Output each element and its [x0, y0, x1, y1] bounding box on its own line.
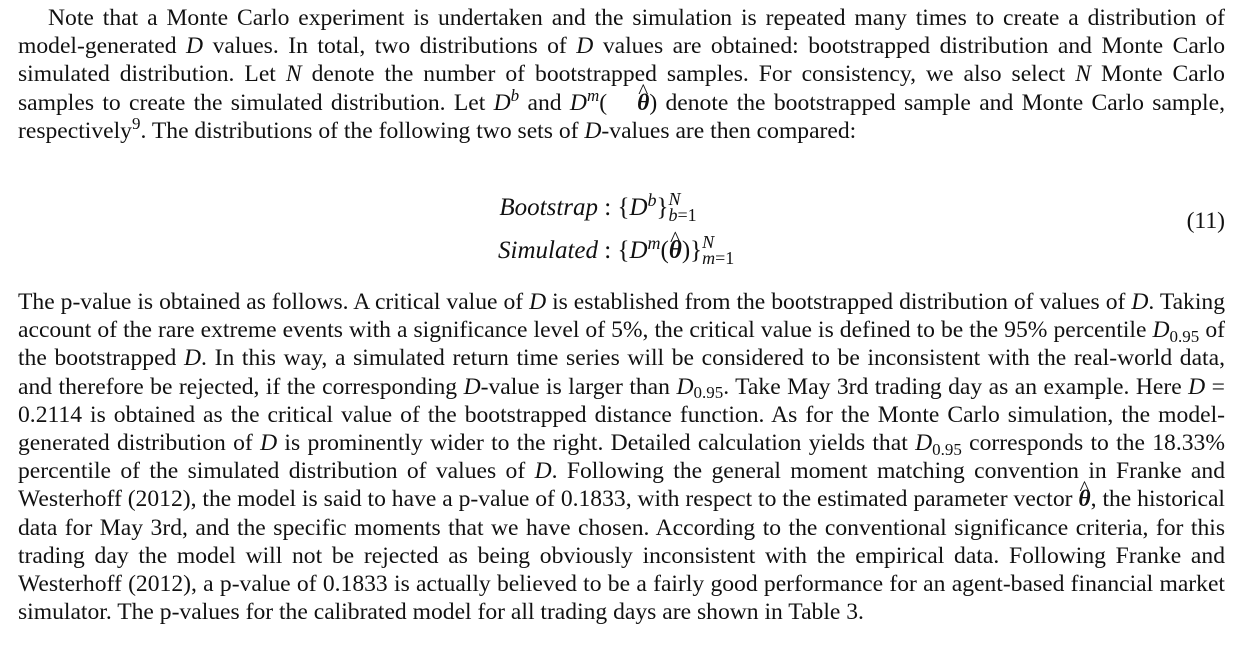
- equation-bootstrap-line: Bootstrap : $\{D^b\}$ N b=1: [480, 186, 734, 229]
- paragraph-1: Note that a Monte Carlo experiment is undertaken and the simulation is repeated many times to create a distribution of model-generated D values. In total, two distributions of D values are obtained: bootstrapped distribution and Monte Carlo simulated distribution. Let N denote the number of bootstrapped samples. For consistency, we also select N Monte Carlo samples to create the simulated distribution. Let $D^b$ and $D^m(\^{}$ θ) denote the bootstrapped sample and Monte Carlo sample, respectively$^9$. The distributions of the following two sets of D-values are then compared:: [18, 4, 1225, 145]
- paragraph-2: The p-value is obtained as follows. A critical value of D is established from the bootstrapped distribution of values of D. Taking account of the rare extreme events with a significance level of 5%, the critical value is defined to be the 95% percentile $D_{0.95}$ of the bootstrapped D. In this way, a simulated return time series will be considered to be inconsistent with the real-world data, and therefore be rejected, if the corresponding D-value is larger than $D_{0.95}$. Take May 3rd trading day as an example. Here D = 0.2114 is obtained as the critical value of the bootstrapped distance function. As for the Monte Carlo simulation, the model-generated distribution of D is prominently wider to the right. Detailed calculation yields that $D_{0.95}$ corresponds to the 18.33% percentile of the simulated distribution of values of D. Following the general moment matching convention in Franke and Westerhoff (2012), the model is said to have a p-value of 0.1833, with respect to the estimated parameter vector ^ θ, the historical data for May 3rd, and the specific moments that we have chosen. According to the conventional significance criteria, for this trading day the model will not be rejected as being obviously inconsistent with the empirical data. Following Franke and Westerhoff (2012), a p-value of 0.1833 is actually believed to be a fairly good performance for an agent-based financial market simulator. The p-values for the calibrated model for all trading days are shown in Table 3.: [18, 288, 1225, 626]
- equation-11: [18, 186, 1225, 272]
- bootstrap-label: Bootstrap: [499, 194, 598, 221]
- equation-number: (11): [1186, 208, 1225, 234]
- equation-simulated-line: Simulated : {$D^m(\^{}$ θ)} N m=1: [480, 229, 734, 272]
- simulated-label: Simulated: [498, 237, 598, 264]
- footnote-marker[interactable]: 9: [131, 114, 141, 134]
